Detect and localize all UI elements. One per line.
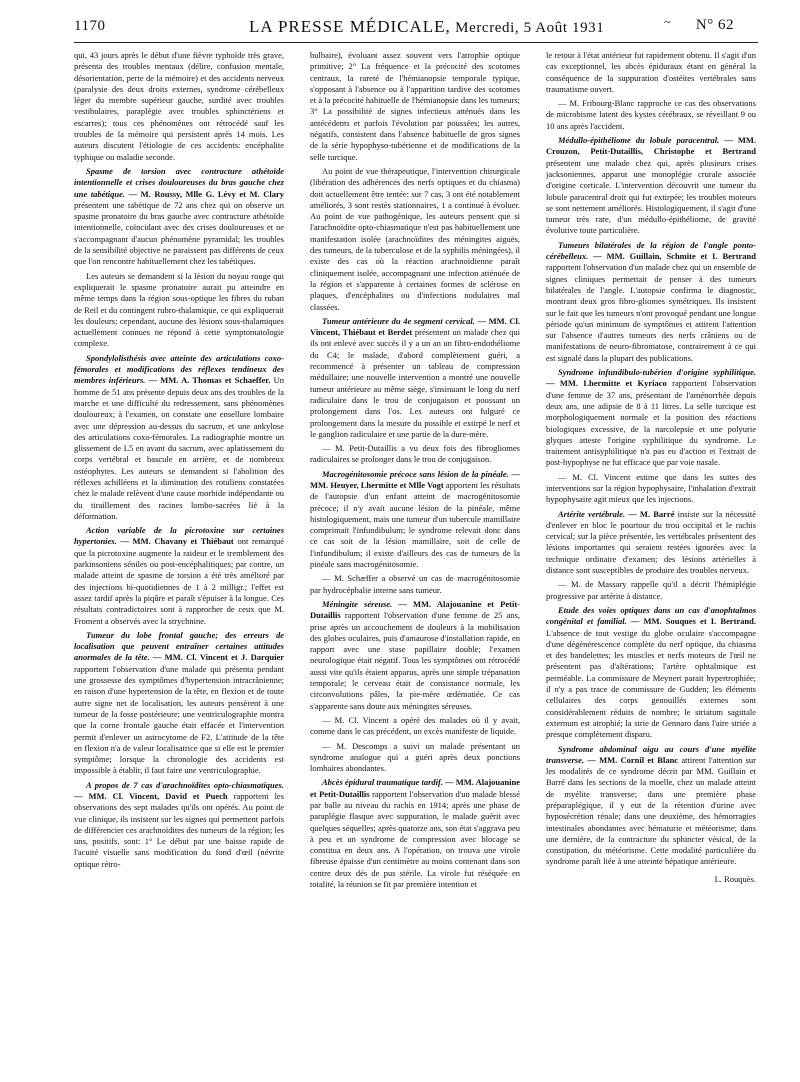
- paragraph: — M. Cl. Vincent estime que dans les suites des interventions sur la région hypophysaire, l'inhalation d'extrait hypophysaire agit mieux que les injections.: [546, 471, 756, 505]
- section-body: présentent une tabétique de 72 ans chez qui on observe un spasme pronatoire du bras gauche avec contracture athétoïde intentionnelle, coïncidant avec des crises douloureuses et ne s'accompagnant d'aucun phénomène pyramidal; les troubles de la sensibilité objective ne paraissent pas différents de ceux que l'on rencontre habituellement chez les tabétiques.: [74, 199, 284, 267]
- section-title: Syndrome abdominal aigu au cours d'une myélite transverse.: [546, 743, 756, 765]
- section-authors: — MM. Cornil et Blanc: [587, 754, 679, 765]
- section-title: Tumeur du lobe frontal gauche; des erreurs de localisation que peuvent entraîner certaines attitudes anormales de la tête.: [74, 629, 284, 663]
- section-paragraph: [310, 316, 520, 440]
- section-title: Etude des voies optiques dans un cas d'anophtalmos congénital et familial.: [546, 604, 756, 627]
- section-title: Médullo-épithéliome du lobule paracentral.: [558, 135, 720, 146]
- section-paragraph: [546, 509, 756, 577]
- section-title: Spasme de torsion avec contracture athétoïde intentionnelle et crises douloureuses du bras gauche chez une tabétique.: [74, 165, 284, 199]
- section-paragraph: [310, 469, 520, 571]
- header-mark: ~: [664, 15, 671, 29]
- section-authors: — MM. Souques et I. Bertrand.: [630, 616, 756, 627]
- section-authors: — M. Barré: [628, 508, 675, 519]
- section-body: rapportent l'observation d'une femme de 37 ans, présentant de l'aménorrhée depuis deux ans, une adipsie de 8 à 11 litres. La selle turcique est morphologiquement normale et la position des réactions biologiques excessive, de la narcolepsie et une polyurie glyques atteste l'origine syphilitique du syndrome. Le traitement antisyphilitique n'a pas eu d'action et l'extrait de post-hypophyse ne fut efficace que par voie nasale.: [546, 378, 756, 468]
- section-authors: — MM. Cl. Vincent, David et Puech: [74, 791, 228, 801]
- section-title: Artérite vertébrale.: [558, 508, 626, 519]
- paragraph: — M. Cl. Vincent a opéré des malades où il y avait, comme dans le cas précédent, un excès manifeste de liquide.: [310, 714, 520, 737]
- column-3: [546, 50, 756, 1075]
- section-paragraph: [546, 135, 756, 237]
- column-2: [310, 50, 520, 1075]
- section-body: présentent un malade chez qui ils ont enlevé avec succès il y a un an un fibro-endothéliome du C4; le malade, d'abord complètement guéri, a recommencé à présenter un tableau de compression médullaire; une nouvelle intervention a montré une nouvelle tumeur antérieure au même siège, s'insinuant le long du nerf radiculaire dans le trou de conjugaison et poussant un prolongement dans l'os. Les auteurs ont fulguré ce prolongement dans la mesure du possible et extirpé le nerf et le ganglion radiculaire et une partie de la dure-mère.: [310, 327, 520, 439]
- section-paragraph: [546, 744, 756, 868]
- section-authors: — MM. Crouzon, Petit-Dutaillis, Christophe et Bertrand: [546, 135, 756, 157]
- section-title: Méningite séreuse.: [322, 598, 393, 609]
- section-authors: — MM. Cl. Vincent, Thiébaut et Berdet: [310, 315, 520, 338]
- section-body: apportent les résultats de l'autopsie d'un enfant atteint de macrogénitosomie précoce; il n'y avait aucune lésion de la pinéale, même histologiquement, mais une tumeur d'un tubercule mamillaire comprimait l'infundibulum; le syndrome relevait donc dans ce cas soit de la lésion mamillaire, soit de celle de l'infundibulum; il existe d'ailleurs des cas de tumeurs de la pinéale sans macrogénitosomie.: [310, 479, 520, 570]
- section-body: ont remarqué que la picrotoxine augmente la raideur et le tremblement des parkinsoniens séniles ou post-encéphalitiques; par contre, un malade atteint de spasme de torsion a été très amélioré par des injections bi-quotidiennes de 1 à 2 milligr.; l'effet est assez tardif après la piqûre et paraît s'épuiser à la longue. Ces résultats contradictoires sont à rapprocher de ceux que M. Froment a observés avec la strychnine.: [74, 536, 284, 626]
- paragraph: — M. de Massary rappelle qu'il a décrit l'hémiplégie progressive par artérite à distance.: [546, 579, 756, 601]
- section-authors: — MM. Cl. Vincent et J. Darquier: [152, 652, 284, 663]
- section-paragraph: [310, 599, 520, 712]
- section-body: présentent une malade chez qui, après plusieurs crises jacksoniennes, apparut une monoplégie crurale associée d'origine corticale. L'intervention découvrit une tumeur du lobule paracentral droit qui fut extirpée; les troubles moteurs se sont nettement améliorés. Histologiquement, il s'agit d'une tumeur très rare, d'un médullo-épithéliome, de gravité évolutive toute particulière.: [546, 157, 756, 236]
- paragraph: — M. Petit-Dutaillis a vu deux fois des fibrogliomes radiculaires se prolonger dans le trou de conjugaison.: [310, 443, 520, 465]
- section-paragraph: [74, 630, 284, 777]
- issue-date: Mercredi, 5 Août 1931: [455, 20, 605, 36]
- section-body: rapportent l'observation d'un malade chez qui un ensemble de signes cliniques permettait de penser à des tumeurs bilatérales de l'angle. L'autopsie confirma le diagnostic, montrant deux gros fibro-gliomes symétriques. Ils insistent sur le fait que les tumeurs n'ont provoqué pendant une longue période qu'un minimum de symptômes et attirent l'attention sur l'absence d'autres tumeurs des nerfs crâniens ou de manifestations de neuro-fibromatose, contrairement à ce qui est signalé dans la plupart des publications.: [546, 262, 756, 363]
- section-paragraph: [546, 240, 756, 364]
- section-authors: — MM. Heuyer, Lhermitte et Mlle Vogt: [310, 468, 520, 490]
- section-title: A propos de 7 cas d'arachnoïdites opto-chiasmatiques.: [86, 779, 284, 790]
- journal-title-line: [249, 17, 604, 37]
- section-body: L'absence de tout vestige du globe oculaire s'accompagne d'une dégénérescence complète du nerf optique, du chiasma et des bandelettes; les muscles et nerfs moteurs de l'œil ne présentent pas d'altérations; l'artère ophtalmique est perméable. La commissure de Meynert parait hypertrophiée; il n'y a pas trace de commissure de Gudden; les éléments cellulaires des corps genouillés externes sont considérablement réduits de nombre; le striatum sagittale externum est atrophié; la strie de Gennaro dans l'aire striée a presque complètement disparu.: [546, 627, 756, 740]
- section-authors: — M. Roussy, Mlle G. Lévy et M. Clary: [128, 188, 284, 199]
- section-paragraph: [310, 777, 520, 890]
- section-paragraph: [546, 367, 756, 469]
- paragraph: — M. Schæffer a observé un cas de macrogénitosomie par hydrocéphalie interne sans tumeur.: [310, 573, 520, 595]
- continued-paragraph: qui, 43 jours après le début d'une fièvre typhoïde très grave, présenta des troubles mentaux (délire, confusion mentale, désorientation, perte de la mémoire) et des accidents nerveux (paralysie des deux droits externes, syndrome cérébelleux léger du membre supérieur gauche, surdité avec troubles vestibulaires, paraplégie avec troubles sphinctériens et escarres); tous ces phénomènes ont rétrocédé sauf les troubles de la mémoire qui persistent après 14 mois. Les auteurs discutent l'étiologie de ces accidents: encéphalite typhique ou maladie seconde.: [74, 50, 284, 162]
- section-paragraph: [74, 353, 284, 522]
- section-title: Action variable de la picrotoxine sur certaines hypertonies.: [74, 525, 284, 547]
- paragraph: Au point de vue thérapeutique, l'intervention chirurgicale (libération des adhérences des nerfs optiques et du chiasma) doit actuellement être tentée: sur 7 cas, 3 ont été notablement améliorés, 3 sont restés stationnaires, 1 a continué à évoluer. Au point de vue pathogénique, les auteurs pensent que si l'arachnoïdite opto-chiasmatique n'est pas habituellement une manifestation isolée (arachnoïdites des méningites aiguës, des tumeurs, de la tuberculose et de la syphilis méningées), il existe des cas où la réaction arachnoïdienne paraît cliniquement isolée, accompagnant une infection atténuée de la région et s'apparente à certaines formes de sclérose en plaques, d'encéphalites ou d'infections nodulaires mal classées.: [310, 165, 520, 312]
- section-authors: — MM. Lhermitte et Kyriaco: [546, 378, 667, 389]
- section-title: Tumeurs bilatérales de la région de l'angle ponto-cérébelleux.: [546, 239, 756, 262]
- section-authors: — MM. Alajouanine et Petit-Dutaillis: [310, 598, 520, 621]
- running-header: [74, 14, 734, 40]
- paragraph: — M. Descomps a suivi un malade présentant un syndrome analogue qui a guéri après deux ponctions lombaires abondantes.: [310, 740, 520, 774]
- header-rule: [74, 42, 758, 43]
- page-number: 1170: [74, 18, 106, 34]
- issue-number: N° 62: [695, 17, 734, 33]
- section-body: rapportent les observations des sept malades qu'ils ont opérés. Au point de vue clinique, ils insistent sur les signes qui permettent parfois de différencier ces arachnoïdites des tumeurs de la région; les uns, positifs, sont: 1° Le début par une baisse rapide de l'acuité visuelle sans modification du fond d'œil (névrite optique rétro-: [74, 791, 284, 869]
- paragraph: Les auteurs se demandent si la lésion du noyau rouge qui expliquerait le spasme pronatoire aurait pu atteindre en même temps dans la région sous-optique les fibres du ruban de Reil et du contingent rubro-thalamique, ce qui expliquerait les douleurs; cependant, aucune des lésions sous-thalamiques actuellement connues ne répond à cette symptomatologie complexe.: [74, 270, 284, 349]
- section-body: attirent l'attention sur les modalités de ce syndrome décrit par MM. Guillain et Barré dans les sections de la moelle, chez un malade atteint de myélite transverse; dans une première phase préparaplégique, il y eut de la rétention d'urine avec hyposécrétion rénale; dans une deuxième, des hémorragies intestinales abondantes avec hématurie et météorisme; dans une dernière, de la contracture du sphincter vésical, de la constipation, du météorisme. Cette modalité particulière du syndrome paraît liée à une atteinte hépatique antérieure.: [546, 754, 756, 867]
- journal-name: LA PRESSE MÉDICALE,: [249, 17, 451, 36]
- section-title: Macrogénitosomie précoce sans lésion de la pinéale.: [322, 468, 509, 479]
- section-authors: — MM. Chavany et Thiébaut: [120, 536, 234, 547]
- section-paragraph: [546, 605, 756, 741]
- section-paragraph: [74, 525, 284, 627]
- column-1: [74, 50, 284, 1075]
- section-body: rapportent l'observation d'une malade qui présenta pendant une grossesse des symptômes d'hypertension intracrânienne; en raison d'une hypertension de la tête, en flexion et de toute autre signe net de localisation, les auteurs pensèrent à une tumeur de la fosse postérieure; une ventriculographie montra que la corne frontale gauche était effacée et l'intervention permit d'enlever un astrocytome de F2. L'attitude de la tête en flexion n'a de valeur localisatrice que si elle est le premier symptôme; lorsque la chronologie des accidents est impossible à établir, il faut faire une ventriculographie.: [74, 663, 284, 776]
- section-authors: — MM. Alajouanine et Petit-Dutaillis: [310, 777, 520, 799]
- section-authors: — MM. A. Thomas et Schaeffer.: [148, 375, 271, 386]
- section-title: Syndrome infundibulo-tubérien d'origine syphilitique.: [558, 367, 756, 378]
- paragraph: — M. Fribourg-Blanc rapproche ce cas des observations de microbisme latent des kystes cérébraux, se réveillant 9 ou 10 ans après l'accident.: [546, 98, 756, 131]
- section-title: Abcès épidural traumatique tardif.: [322, 777, 443, 788]
- author-signature: L. Rouquès.: [714, 873, 756, 884]
- section-body: rapportent l'observation d'une femme de 25 ans, prise après un accouchement de douleurs à la mobilisation des globes oculaires, puis d'amaurose d'installation rapide, en rapport avec une stase papillaire double; l'examen neurologique était négatif. Tous les symptômes ont rétrocédé aussi vite qu'ils étaient apparus, après une simple trépanation temporale; le cerveau était de consistance normale, les circonvolutions pâles, la pie-mère œdématiée. Ce cas s'apparente sans doute aux méningites séreuses.: [310, 610, 520, 711]
- section-paragraph: [74, 166, 284, 268]
- section-body: rapportent l'observation d'un malade blessé par balle au niveau du rachis en 1914; après une phase de paraplégie flasque avec suppuration, le malade guérit avec quelques séquelles; après quatorze ans, son état s'aggrava peu à peu et un syndrome de compression avec blocage se constitua en deux ans. A l'opération, on trouva une virole fibreuse épaisse d'un centimètre au moins contenant dans son centre deux dés de pus stérile. La virole fut réséquée en totalité, la réunion se fit par première intention et: [310, 788, 520, 890]
- continued-paragraph: le retour à l'état antérieur fut rapidement obtenu. Il s'agit d'un cas exceptionnel, les abcès épiduraux étant en général la conséquence de la suppuration d'ostéites vertébrales sans traumatisme ouvert.: [546, 50, 756, 94]
- section-body: Un homme de 51 ans présente depuis deux ans des troubles de la marche et une difficulté du redressement, sans phénomènes douloureux; à l'examen, on constate une ensellure lombaire avec une dépression au-dessus du sacrum, et une ankylose des articulations coxo-fémorales. La radiographie montre un glissement de L5 en avant du sacrum, avec aplatissement du corps vertébral et bascule en arrière, et de nombreux ostéophytes. Les auteurs se demandent si l'abolition des réflexes achilléens et la diminution des rotuliens constatées chez le malade relèvent d'une cause morbide indépendante ou du tiraillement des racines lombo-sacrées lié à la déformation.: [74, 375, 284, 521]
- section-body: insiste sur la nécessité d'enlever en bloc le pourtour du trou occipital et le rachis cervical; sur la pièce présentée, les vertébrales présentent des lésions importantes qui seraient restées ignorées avec la technique ordinaire d'examen; des lésions artérielles à distance sont susceptibles de produire des troubles nerveux.: [546, 508, 756, 576]
- section-title: Spondylolisthésis avec atteinte des articulations coxo-fémorales et modifications des réflexes tendineux des membres inférieurs.: [74, 352, 284, 386]
- continued-paragraph: bulbaire), évoluant assez souvent vers l'atrophie optique primitive; 2° La fréquence et la précocité des scotomes centraux, la rareté de l'hémianopsie temporale typique, s'opposant à l'absence ou à l'apparition tardive des scotomes et à la précocité habituelle de l'hémianopsie dans les tumeurs; 3° La possibilité de signes infectieux atténués dans les antécédents et parfois l'évolution par poussées; les autres, négatifs, consistent dans l'absence habituelle de gros signes de la série hypophyso-tubérienne et de modifications de la selle turcique.: [310, 50, 520, 162]
- section-paragraph: [74, 780, 284, 870]
- section-title: Tumeur antérieure du 4e segment cervical.: [322, 315, 475, 326]
- section-authors: — MM. Guillain, Schmite et I. Bertrand: [593, 251, 756, 262]
